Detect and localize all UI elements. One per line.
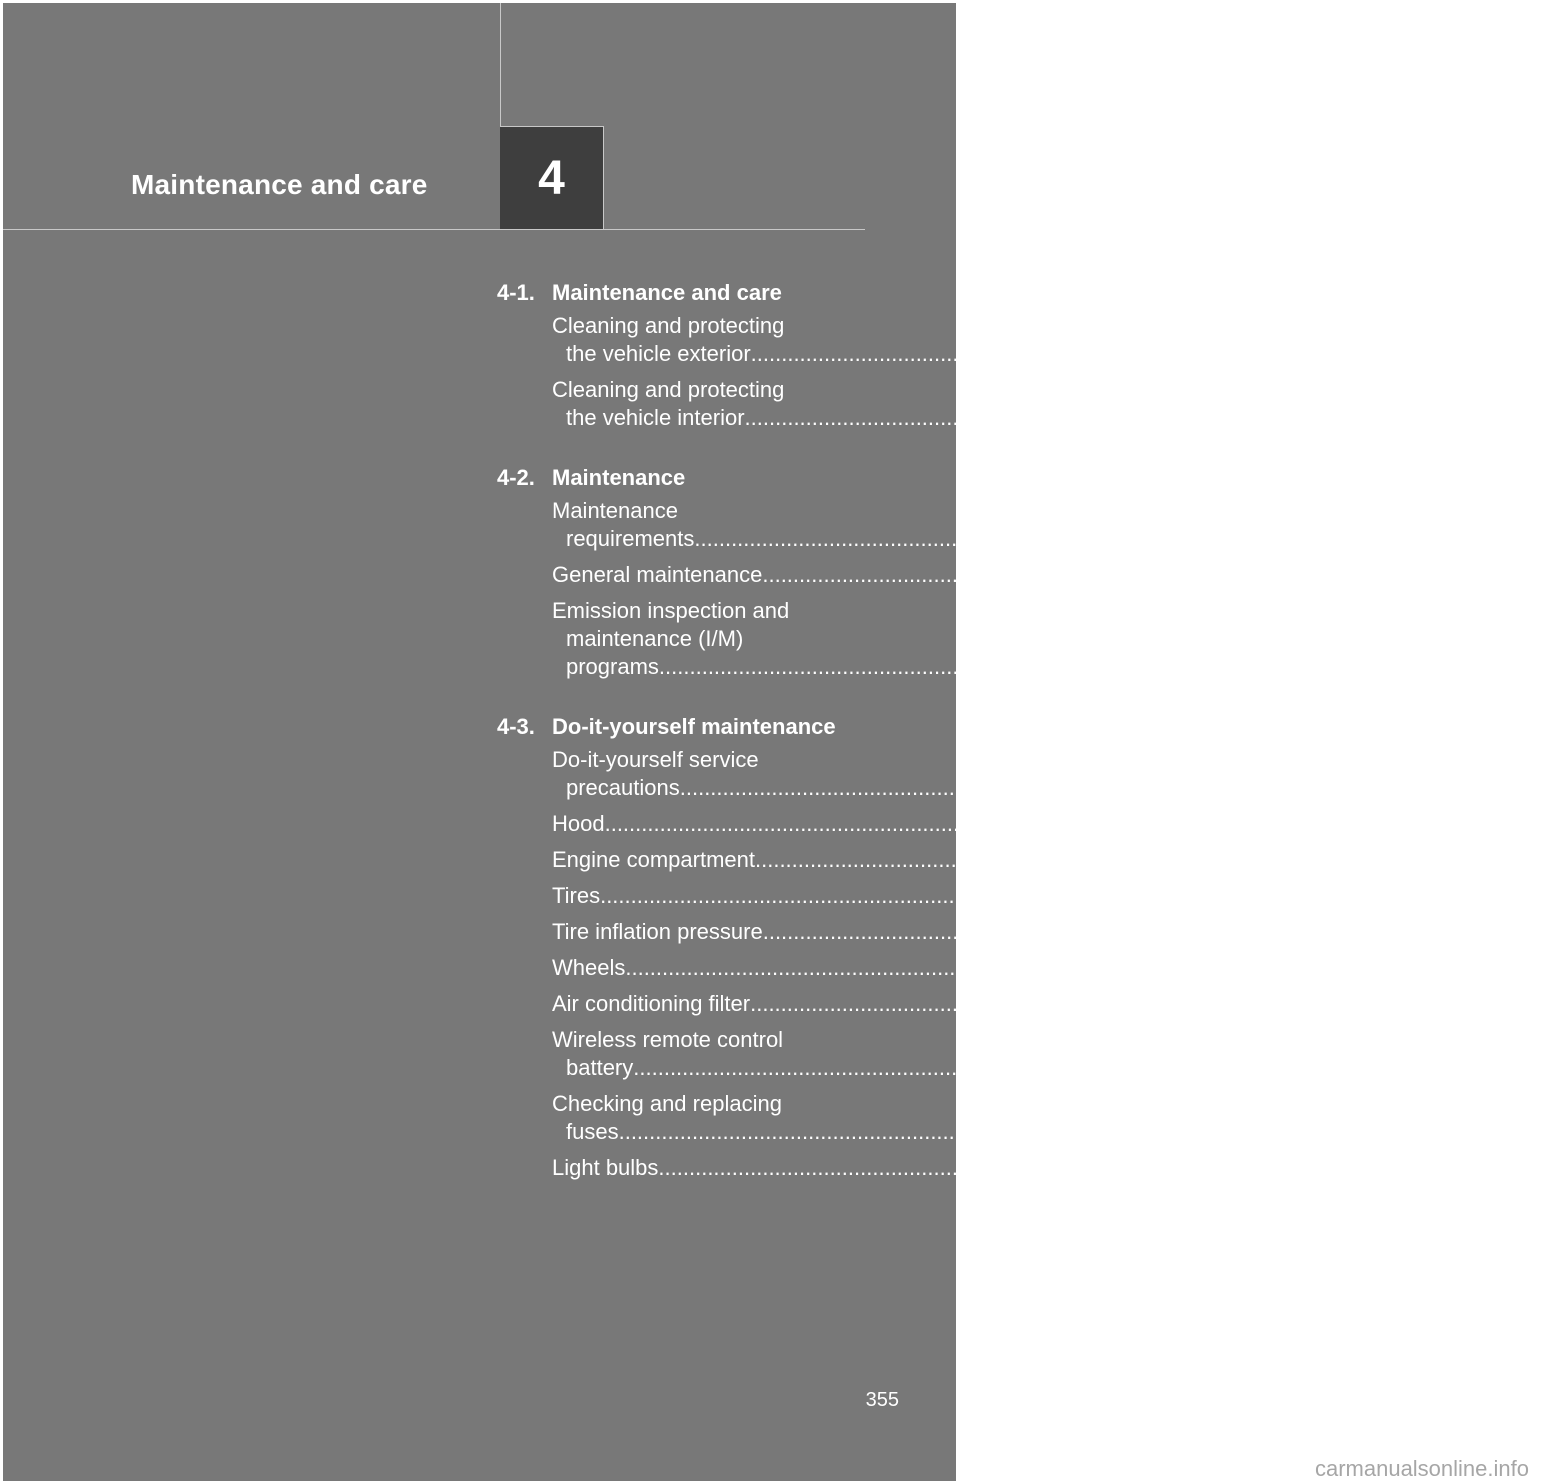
entry-title-text: Cleaning and protecting <box>552 313 785 338</box>
chapter-title: Maintenance and care <box>131 169 428 200</box>
entry-line <box>552 846 1538 874</box>
entry-title-text: Tire inflation pressure <box>552 919 763 944</box>
entry-title-text: Wheels <box>552 955 626 980</box>
entry-line <box>552 1054 1416 1082</box>
dot-leader: ........................................................................................................................ <box>755 847 1489 872</box>
entry-title-text: Hood <box>552 811 605 836</box>
toc-entry[interactable] <box>552 1023 1416 1082</box>
entry-line <box>552 954 1408 982</box>
dot-leader: ........................................................................................................................ <box>604 811 1339 836</box>
entry-line <box>552 918 1545 946</box>
entry-page-number: 373 <box>1500 847 1538 872</box>
section-title: Maintenance and care <box>552 280 782 305</box>
toc-entry[interactable] <box>552 558 1545 589</box>
toc-section <box>497 277 1533 432</box>
dot-leader: ........................................................................................................................ <box>762 562 1496 587</box>
toc-entry[interactable] <box>552 843 1538 874</box>
entry-title-text: Wireless remote control <box>552 1027 784 1052</box>
dot-leader: ........................................................................................................................ <box>600 883 1334 908</box>
dot-leader: ........................................................................................................................ <box>750 341 1485 366</box>
entry-page-number: 400 <box>1495 991 1533 1016</box>
section-heading[interactable] <box>497 277 869 309</box>
entry-line <box>552 561 1545 589</box>
entry-line <box>552 1118 1401 1146</box>
toc-entry[interactable] <box>552 807 1387 838</box>
entry-title-text: the vehicle exterior <box>566 341 751 366</box>
toc-entry[interactable] <box>552 743 1462 802</box>
entry-line <box>552 312 869 340</box>
entry-title-text: requirements <box>566 526 695 551</box>
dot-leader: ........................................................................................................................ <box>750 991 1484 1016</box>
table-of-contents <box>497 277 1545 1212</box>
entry-title-text: Checking and replacing <box>552 1091 782 1116</box>
entry-title-text: battery <box>566 1055 634 1080</box>
entry-title-text: Light bulbs <box>552 1155 659 1180</box>
toc-entry[interactable] <box>552 987 1533 1018</box>
entry-title-text: the vehicle interior <box>566 405 745 430</box>
entry-line <box>552 746 869 774</box>
entry-title-text: precautions <box>566 775 680 800</box>
entry-line <box>552 376 869 404</box>
header-horizontal-rule <box>3 229 865 230</box>
section-number: 4-2. <box>497 465 535 490</box>
entry-line <box>552 1090 869 1118</box>
entry-page-number: 404 <box>1364 1119 1401 1144</box>
toc-entry[interactable] <box>552 951 1408 982</box>
entry-page-number: 367 <box>1404 654 1442 679</box>
page-number: 355 <box>865 1389 899 1411</box>
entry-line <box>552 1154 1441 1182</box>
entry-title-text: Air conditioning filter <box>552 991 751 1016</box>
toc-entry[interactable] <box>552 915 1545 946</box>
entry-page-number: 364 <box>1507 562 1545 587</box>
toc-entry[interactable] <box>552 494 1477 553</box>
entry-page-number: 398 <box>1370 955 1408 980</box>
dot-leader: ........................................................................................................................ <box>744 405 1479 430</box>
entry-page-number: 402 <box>1378 1055 1416 1080</box>
entry-title-text: Maintenance <box>552 498 678 523</box>
entry-page-number: 389 <box>1345 883 1383 908</box>
dot-leader: ........................................................................................................................ <box>625 955 1359 980</box>
chapter-number-tab: 4 <box>500 126 604 229</box>
section-title: Maintenance <box>552 465 686 490</box>
entry-line <box>552 525 1477 553</box>
entry-line <box>552 653 1442 681</box>
dot-leader: ........................................................................................................................ <box>679 775 1414 800</box>
toc-section <box>497 711 1545 1182</box>
entry-line <box>552 340 1533 368</box>
entry-title-text: Engine compartment <box>552 847 755 872</box>
toc-entry[interactable] <box>552 1151 1441 1182</box>
entry-page-number: 368 <box>1425 775 1462 800</box>
toc-section <box>497 462 1545 681</box>
entry-page-number: 372 <box>1350 811 1387 836</box>
entry-line <box>552 625 869 653</box>
dot-leader: ........................................................................................................................ <box>762 919 1497 944</box>
entry-line <box>552 774 1462 802</box>
dot-leader: ........................................................................................................................ <box>618 1119 1353 1144</box>
entry-line <box>552 990 1533 1018</box>
entry-line <box>552 882 1383 910</box>
toc-entry[interactable] <box>552 879 1383 910</box>
entry-page-number: 359 <box>1490 405 1527 430</box>
entry-page-number: 362 <box>1439 526 1477 551</box>
entry-line <box>552 597 869 625</box>
section-heading[interactable] <box>497 711 869 743</box>
dot-leader: ........................................................................................................................ <box>658 654 1393 679</box>
entry-page-number: 395 <box>1508 919 1545 944</box>
entry-title-text: programs <box>566 654 659 679</box>
entry-line <box>552 1026 869 1054</box>
watermark: carmanualsonline.info <box>1314 1456 1529 1481</box>
entry-page-number: 356 <box>1496 341 1533 366</box>
toc-entry[interactable] <box>552 373 1527 432</box>
entry-title-text: fuses <box>566 1119 619 1144</box>
entry-line <box>552 810 1387 838</box>
entry-title-text: Cleaning and protecting <box>552 377 785 402</box>
entry-title-text: maintenance (I/M) <box>566 626 744 651</box>
dot-leader: ........................................................................................................................ <box>694 526 1428 551</box>
dot-leader: ........................................................................................................................ <box>633 1055 1367 1080</box>
entry-line <box>552 404 1527 432</box>
entry-page-number: 415 <box>1403 1155 1441 1180</box>
toc-entry[interactable] <box>552 1087 1401 1146</box>
entry-title-text: Emission inspection and <box>552 598 790 623</box>
entry-line <box>552 497 869 525</box>
section-heading[interactable] <box>497 462 869 494</box>
dot-leader: ........................................................................................................................ <box>658 1155 1392 1180</box>
section-title: Do-it-yourself maintenance <box>552 714 836 739</box>
toc-entry[interactable] <box>552 594 1442 681</box>
section-number: 4-1. <box>497 280 535 305</box>
toc-entry[interactable] <box>552 309 1533 368</box>
entry-title-text: Do-it-yourself service <box>552 747 759 772</box>
section-number: 4-3. <box>497 714 535 739</box>
entry-title-text: General maintenance <box>552 562 763 587</box>
entry-title-text: Tires <box>552 883 601 908</box>
